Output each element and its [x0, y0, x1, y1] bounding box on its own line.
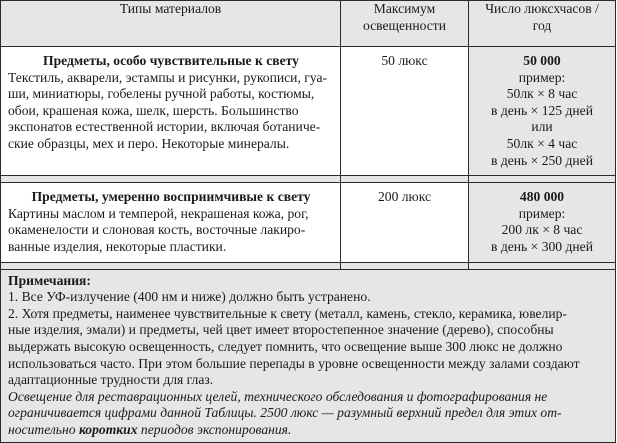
group-1-description-cell — [1, 47, 341, 176]
header-lux-hours-per-year — [469, 1, 616, 47]
header-col2-line2: освещенности — [363, 17, 446, 33]
header-col3-line2: год — [532, 17, 552, 33]
group-2-max-lux: 200 люкс — [377, 189, 432, 205]
note-italic-line: Освещение для реставрационных целей, технического обследования и фотографирования не — [8, 388, 548, 404]
table-spacer-row — [1, 262, 616, 269]
note-line: ные изделия, эмали) и предметы, чей цвет имеет второстепенное значение (дерево), способны — [8, 322, 554, 338]
group-1-example-line: 50лк × 4 час — [506, 135, 578, 151]
group-1-example-line: пример: — [518, 69, 566, 85]
note-line: выдержать высокую освещенность, следует помнить, что освещение выше 300 люкс не должно — [8, 338, 563, 354]
group-2-example-line: в день × 300 дней — [491, 238, 593, 254]
group-1-desc-line: ши, миниатюры, гобелены ручной работы, костюмы, — [8, 86, 315, 102]
note-italic-line-3 — [8, 422, 609, 439]
group-1-max-lux: 50 люкс — [381, 53, 428, 68]
table-row-group-1 — [1, 47, 616, 176]
table-row-group-2 — [1, 183, 616, 262]
group-1-example-line: в день × 125 дней — [491, 102, 593, 118]
note-italic-line: ограничивается цифрами данной Таблицы. 2500 люкс — разумный верхний предел для этих от- — [8, 405, 562, 421]
table-spacer-row — [1, 176, 616, 183]
header-col2-line1: Максимум — [373, 1, 436, 16]
header-materials-types — [1, 1, 341, 47]
group-2-description-cell — [1, 183, 341, 262]
group-1-title: Предметы, особо чувствительные к свету — [43, 53, 299, 68]
group-1-max-lux-cell — [341, 47, 469, 176]
notes-heading: Примечания: — [8, 272, 91, 288]
group-2-desc-line: Картины маслом и темперой, некрашеная кожа, рог, — [8, 205, 309, 221]
notes-row — [1, 269, 616, 443]
group-2-title: Предметы, умеренно восприимчивые к свету — [31, 189, 311, 205]
note-line: 1. Все УФ-излучение (400 нм и ниже) должно быть устранено. — [8, 289, 371, 305]
group-1-desc-line: обои, крашеная кожа, шелк, шерсть. Большинство — [8, 102, 299, 118]
header-col1-text: Типы материалов — [119, 1, 222, 16]
group-2-desc-line: окаменелости и слоновая кость, восточные лакиро- — [8, 222, 306, 238]
group-1-total: 50 000 — [523, 53, 561, 68]
group-2-example-line: 200 лк × 8 час — [501, 222, 583, 238]
group-1-example-line: или — [531, 119, 553, 135]
note-italic-emphasis: коротких — [78, 421, 138, 437]
header-max-illuminance — [341, 1, 469, 47]
note-italic-pre: носительно — [8, 421, 79, 437]
group-1-desc-line: экспонатов естественной истории, включая ботаниче- — [8, 119, 321, 135]
note-line: использоваться часто. При этом большие перепады в уровне освещенности между залами создают — [8, 355, 580, 371]
group-2-desc-line: ванные изделия, некоторые пластики. — [8, 238, 227, 254]
note-italic-post: периодов экспонирования. — [137, 421, 292, 437]
group-1-lux-hours-cell — [469, 47, 616, 176]
group-1-example-line: 50лк × 8 час — [506, 86, 578, 102]
group-2-lux-hours-cell — [469, 183, 616, 262]
group-1-desc-line: Текстиль, акварели, эстампы и рисунки, рукописи, гуа- — [8, 69, 328, 85]
group-1-desc-line: ские образцы, мех и перо. Некоторые минералы. — [8, 135, 290, 151]
group-2-example-line: пример: — [518, 205, 566, 221]
notes-cell — [1, 269, 616, 443]
group-2-max-lux-cell — [341, 183, 469, 262]
group-2-total: 480 000 — [519, 189, 565, 205]
header-col3-line1: Число люксхчасов / — [485, 1, 599, 16]
table-header-row — [1, 1, 616, 47]
note-line: 2. Хотя предметы, наименее чувствительные к свету (металл, камень, стекло, керамика, ювелир- — [8, 305, 567, 321]
group-1-example-line: в день × 250 дней — [491, 152, 593, 168]
note-line: адаптационные трудности для глаз. — [8, 372, 214, 388]
